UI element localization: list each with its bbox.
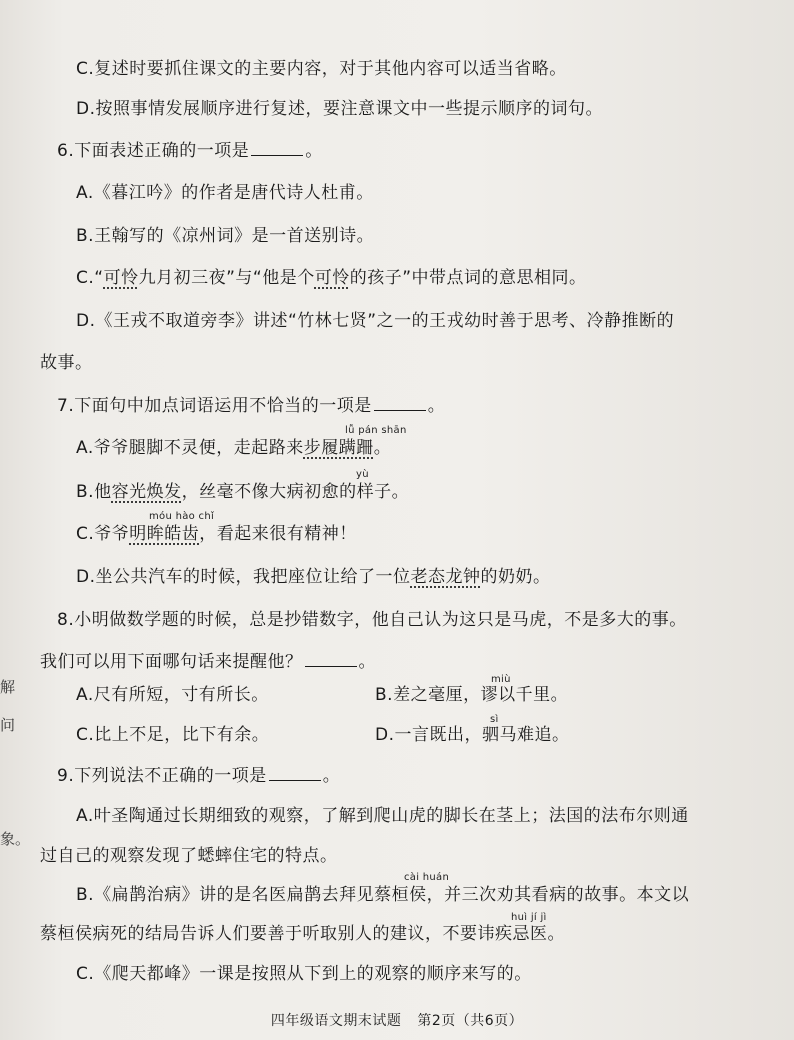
q8-d-pinyin: sì (490, 714, 499, 725)
q9-option-b-line1: B.《扁鹊治病》讲的是名医扁鹊去拜见蔡桓侯，并三次劝其看病的故事。本文以 (76, 885, 690, 905)
q8-prompt-line1: 8.小明做数学题的时候，总是抄错数字，他自己认为这只是马虎，不是多大的事。 (57, 610, 687, 630)
q7-d-dotted-word: 老态龙钟 (410, 567, 481, 587)
margin-char-3: 象。 (0, 830, 31, 848)
q6-c-dotted-word-1: 可怜 (103, 268, 139, 288)
q7-c-part1: C.爷爷 (76, 524, 130, 544)
bleed-through-texture (640, 40, 780, 340)
q7-c-part3: ，看起来很有精神！ (199, 524, 357, 544)
q7-c-pinyin: móu hào chǐ (149, 511, 215, 522)
q7-prompt-text: 7.下面句中加点词语运用不恰当的一项是 (57, 396, 372, 416)
q6-c-part5: 的孩子”中带点词的意思相同。 (349, 268, 587, 288)
q6-option-c (76, 267, 587, 289)
q9-answer-blank (269, 766, 321, 781)
q7-b-part1: B.他 (76, 482, 112, 502)
q9-prompt-text: 9.下列说法不正确的一项是 (57, 766, 267, 786)
footer-page-info: 第2页（共6页） (417, 1013, 524, 1029)
q5-option-d: D.按照事情发展顺序进行复述，要注意课文中一些提示顺序的词句。 (76, 99, 603, 119)
q6-option-d-line1: D.《王戎不取道旁李》讲述“竹林七贤”之一的王戎幼时善于思考、冷静推断的 (76, 311, 675, 331)
q9-option-c: C.《爬天都峰》一课是按照从下到上的观察的顺序来写的。 (76, 964, 532, 984)
q6-prompt-end: 。 (305, 141, 323, 161)
q7-d-part1: D.坐公共汽车的时候，我把座位让给了一位 (76, 567, 411, 587)
footer-exam-title: 四年级语文期末试题 (270, 1013, 402, 1029)
q7-b-dotted-word: 容光焕发 (111, 482, 182, 502)
q9-prompt-end: 。 (322, 766, 341, 786)
q8-option-a: A.尺有所短，寸有所长。 (76, 685, 269, 705)
q7-a-dotted-word: 步履蹒跚 (303, 438, 374, 458)
margin-char-1: 解 (0, 678, 16, 696)
q6-option-d-line2: 故事。 (40, 353, 93, 373)
q8-prompt-end: 。 (358, 652, 376, 672)
q6-c-part3: 九月初三夜”与“他是个 (138, 268, 315, 288)
q9-b-pinyin-2: huì jí jì (511, 912, 547, 923)
q6-c-part1: C.“ (76, 268, 104, 288)
q7-c-dotted-word: 明眸皓齿 (129, 524, 200, 544)
q7-option-d (76, 566, 551, 588)
q8-answer-blank (305, 652, 357, 667)
q7-b-pinyin: yù (356, 469, 369, 480)
q6-prompt-text: 6.下面表述正确的一项是 (57, 141, 250, 161)
q6-answer-blank (251, 141, 303, 156)
q7-option-a (76, 437, 391, 459)
q6-option-b: B.王翰写的《凉州词》是一首送别诗。 (76, 226, 375, 246)
q8-option-b: B.差之毫厘，谬以千里。 (375, 685, 569, 705)
q7-a-part3: 。 (373, 438, 392, 458)
q6-prompt (57, 140, 323, 162)
q9-option-a-line2: 过自己的观察发现了蟋蟀住宅的特点。 (40, 846, 338, 866)
q7-d-part3: 的奶奶。 (480, 567, 551, 587)
q8-b-pinyin: miù (491, 674, 511, 685)
q7-option-b (76, 481, 409, 503)
q7-a-part1: A.爷爷腿脚不灵便，走起路来 (76, 438, 304, 458)
q6-c-dotted-word-2: 可怜 (314, 268, 350, 288)
q8-option-c: C.比上不足，比下有余。 (76, 725, 270, 745)
q7-answer-blank (374, 396, 426, 411)
q9-option-b-line2: 蔡桓侯病死的结局告诉人们要善于听取别人的建议，不要讳疾忌医。 (40, 924, 565, 944)
q9-option-a-line1: A.叶圣陶通过长期细致的观察，了解到爬山虎的脚长在茎上；法国的法布尔则通 (76, 806, 689, 826)
margin-char-2: 问 (0, 716, 16, 734)
q7-a-pinyin: lǚ pán shān (345, 425, 407, 436)
q9-b-pinyin-1: cài huán (404, 872, 450, 883)
q6-option-a: A.《暮江吟》的作者是唐代诗人杜甫。 (76, 183, 374, 203)
q8-prompt-line2 (40, 651, 376, 673)
q7-option-c (76, 523, 357, 545)
q9-prompt (57, 765, 340, 787)
q7-b-part3: ，丝毫不像大病初愈的样子。 (181, 482, 410, 502)
q8-option-d: D.一言既出，驷马难追。 (375, 725, 570, 745)
q8-prompt-text: 我们可以用下面哪句话来提醒他？ (40, 652, 303, 672)
q5-option-c: C.复述时要抓住课文的主要内容，对于其他内容可以适当省略。 (76, 59, 567, 79)
page-footer (0, 1010, 794, 1030)
q7-prompt (57, 395, 445, 417)
q7-prompt-end: 。 (427, 396, 446, 416)
